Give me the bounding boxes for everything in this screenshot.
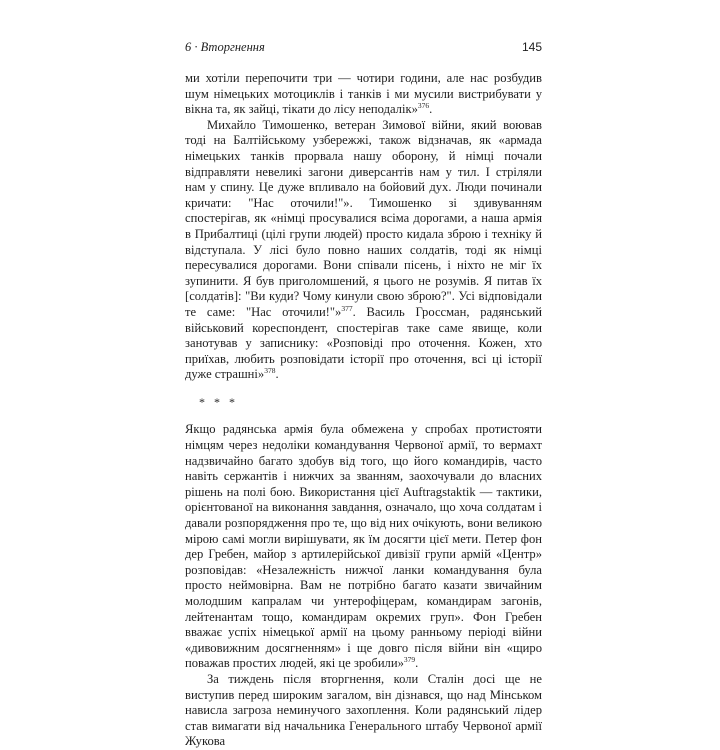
paragraph-text: ми хотіли перепочити три — чотири години, але нас розбудив шум німецьких мотоциклів і танків і ми мусили вистрибувати у вікна та, як зайці, тікати до лісу неподалік»	[185, 71, 542, 117]
paragraph-tail: .	[275, 367, 279, 382]
page-header	[185, 40, 542, 56]
paragraph-text: Якщо радянська армія була обмежена у спробах протистояти німцям через недоліки командування Червоної армії, то вермахт надзвичайно багато здобув від того, що його командирів, часто навіть сержантів і нижчих за званням, заохочували до власних рішень на полі бою. Використання цієї Auftragstaktik — тактики, орієнтованої на виконання завдання, означало, що хоча солдатам і давали розпорядження про те, що від них очікують, вони великою мірою самі могли вирішувати, як їм досягти цієї мети. Петер фон дер Гребен, майор з артилерійської дивізії групи армій «Центр» розповідав: «Незалежність нижчої ланки командування була просто неймовірна. Вам не потрібно багато казати звичайним молодшим капралам чи унтерофіцерам, командирам загонів, лейтенантам тощо, командирам окремих груп». Фон Гребен вважає успіх німецької армії на цьому ранньому періоді війни «дивовижним досягненням» і ще довго після війни він «щиро поважав простих людей, які це зробили»	[185, 422, 542, 671]
paragraph-timoshenko	[185, 118, 542, 383]
paragraph-text: За тиждень після вторгнення, коли Сталін досі ще не виступив перед широким загалом, він дізнався, що над Мінськом нависла загроза неминучого захоплення. Коли радянський лідер став вимагати від начальника Генерального штабу Червоної армії Жукова	[185, 671, 542, 749]
spacer	[185, 383, 542, 395]
spacer	[185, 410, 542, 422]
paragraph-tail: . Василь Гроссман, радянський військовий кореспондент, спостерігав таке саме явище, коли занотував у записнику: «Розповіді про оточення. Кожен, хто приїхав, любить розповідати історії про оточення, всі ці історії дуже страшні»	[185, 304, 542, 382]
footnote-ref: 379	[403, 655, 416, 665]
footnote-ref: 376	[417, 101, 430, 111]
paragraph-tail: .	[429, 102, 433, 117]
paragraph-continuation	[185, 71, 542, 118]
paragraph-tail: .	[415, 656, 419, 671]
page-number: 145	[521, 40, 542, 54]
body-text	[185, 71, 542, 750]
footnote-ref: 377	[341, 303, 353, 313]
paragraph-text: Михайло Тимошенко, ветеран Зимової війни, який воював тоді на Балтійському узбережжі, також відзначав, як «армада німецьких танків прорвала нашу оборону, й німці почали відправляти невеликі загони диверсантів нам у тил. І стріляли нам у спину. Це дуже впливало на бойовий дух. Люди починали кричати: "Нас оточили!"». Тимошенко зі здивуванням спостерігав, як «німці просувалися всіма дорогами, а наша армія в Прибалтиці (цілі групи людей) просто кидала зброю і техніку й відступала. У лісі було повно наших солдатів, тоді як німці пересувалися дорогами. Вони співали пісень, і ніхто не міг їх зупинити. Я був приголомшений, я цього не розумів. Я питав їх [солдатів]: "Ви куди? Чому кинули свою зброю?". Усі відповідали те саме: "Нас оточили!"»	[185, 117, 542, 319]
paragraph-auftragstaktik	[185, 422, 542, 672]
paragraph-stalin	[185, 672, 542, 750]
running-head: 6 · Вторгнення	[185, 40, 265, 54]
section-break: * * *	[199, 394, 238, 409]
footnote-ref: 378	[264, 366, 276, 376]
